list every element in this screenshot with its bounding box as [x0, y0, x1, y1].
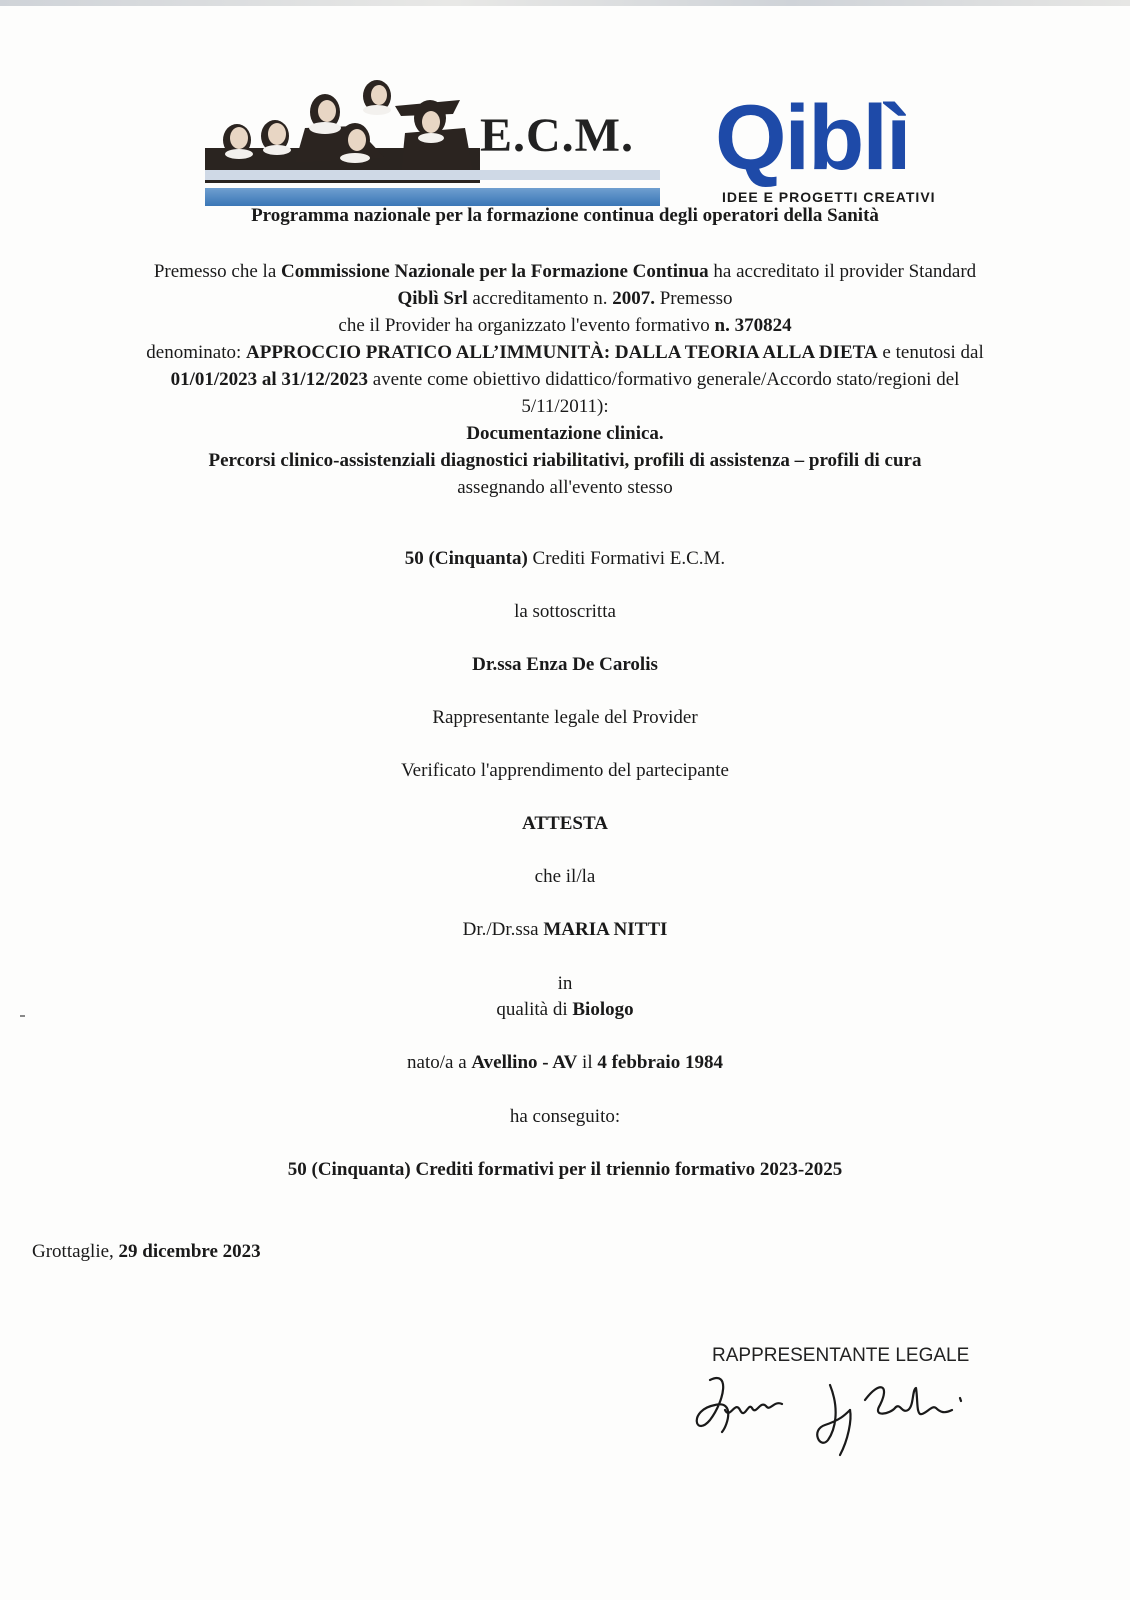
- birth-date: 4 febbraio 1984: [597, 1052, 723, 1073]
- text: Premesso: [654, 288, 733, 309]
- attesta-heading: ATTESTA: [522, 813, 608, 834]
- preamble-line-5: [80, 366, 1050, 393]
- participant-line: [0, 919, 1130, 941]
- final-credits-line: 50 (Cinquanta) Crediti formativi per il triennio formativo 2023-2025: [287, 1159, 843, 1180]
- signer-name: Dr.ssa Enza De Carolis: [472, 654, 658, 675]
- text: nato/a a: [407, 1052, 472, 1073]
- quality-line: [0, 999, 1130, 1021]
- text: avente come obiettivo didattico/formativo generale/Accordo stato/regioni del: [367, 369, 960, 390]
- preamble-line-2: [80, 285, 1050, 312]
- text: Premesso che la: [153, 261, 281, 282]
- objective-description: Percorsi clinico-assistenziali diagnostici riabilitativi, profili di assistenza – profili di cura: [208, 450, 922, 471]
- objective-title: Documentazione clinica.: [466, 423, 664, 444]
- preamble-line-4: [80, 339, 1050, 366]
- birth-line: [0, 1052, 1130, 1074]
- event-title: APPROCCIO PRATICO ALL’IMMUNITÀ: DALLA TEORIA ALLA DIETA: [246, 342, 878, 363]
- event-number: n. 370824: [714, 315, 792, 336]
- preamble-line-1: [80, 258, 1050, 285]
- ecm-program-subtitle: Programma nazionale per la formazione continua degli operatori della Sanità: [251, 205, 879, 226]
- top-edge: [0, 0, 1130, 6]
- text: e tenutosi dal: [877, 342, 984, 363]
- text: Crediti Formativi E.C.M.: [527, 548, 726, 569]
- text: ha accreditato il provider Standard: [708, 261, 977, 282]
- profession: Biologo: [572, 999, 634, 1020]
- preamble-line-3: [80, 312, 1050, 339]
- sottoscritta-line: la sottoscritta: [514, 601, 616, 622]
- preamble-line-6: 5/11/2011):: [521, 396, 609, 417]
- handwritten-signature: [690, 1370, 990, 1460]
- che-line: che il/la: [534, 866, 596, 887]
- in-line: in: [557, 973, 573, 994]
- text: Dr./Dr.ssa: [462, 919, 544, 940]
- scan-speck: [20, 1015, 25, 1017]
- place: Grottaglie,: [32, 1241, 119, 1262]
- ecm-logo-band-light: [205, 170, 660, 180]
- provider-name: Qiblì Srl: [397, 288, 468, 309]
- preamble-paragraph: [80, 258, 1050, 501]
- ecm-logo-band: [205, 188, 660, 206]
- text: qualità di: [496, 999, 573, 1020]
- qibli-logo-text: Qiblì: [715, 87, 910, 189]
- achieved-line: ha conseguito:: [509, 1106, 621, 1127]
- participant-name: MARIA NITTI: [543, 919, 668, 940]
- credits-count: 50 (Cinquanta): [404, 548, 528, 569]
- place-date-line: [32, 1241, 261, 1263]
- birth-place: Avellino - AV: [471, 1052, 578, 1073]
- text: denominato:: [146, 342, 246, 363]
- text: che il Provider ha organizzato l'evento formativo: [338, 315, 715, 336]
- signer-role: Rappresentante legale del Provider: [432, 707, 698, 728]
- preamble-line-9: assegnando all'evento stesso: [457, 477, 673, 498]
- text: accreditamento n.: [467, 288, 613, 309]
- event-dates: 01/01/2023 al 31/12/2023: [170, 369, 368, 390]
- signature-label: RAPPRESENTANTE LEGALE: [712, 1345, 970, 1366]
- issue-date: 29 dicembre 2023: [118, 1241, 261, 1262]
- qibli-tagline: IDEE E PROGETTI CREATIVI: [722, 189, 936, 205]
- accreditation-number: 2007.: [612, 288, 655, 309]
- verification-line: Verificato l'apprendimento del partecipante: [401, 760, 729, 781]
- text: il: [577, 1052, 598, 1073]
- ecm-logo-text: E.C.M.: [480, 109, 634, 162]
- commission-name: Commissione Nazionale per la Formazione Continua: [281, 261, 709, 282]
- credits-line: [0, 548, 1130, 570]
